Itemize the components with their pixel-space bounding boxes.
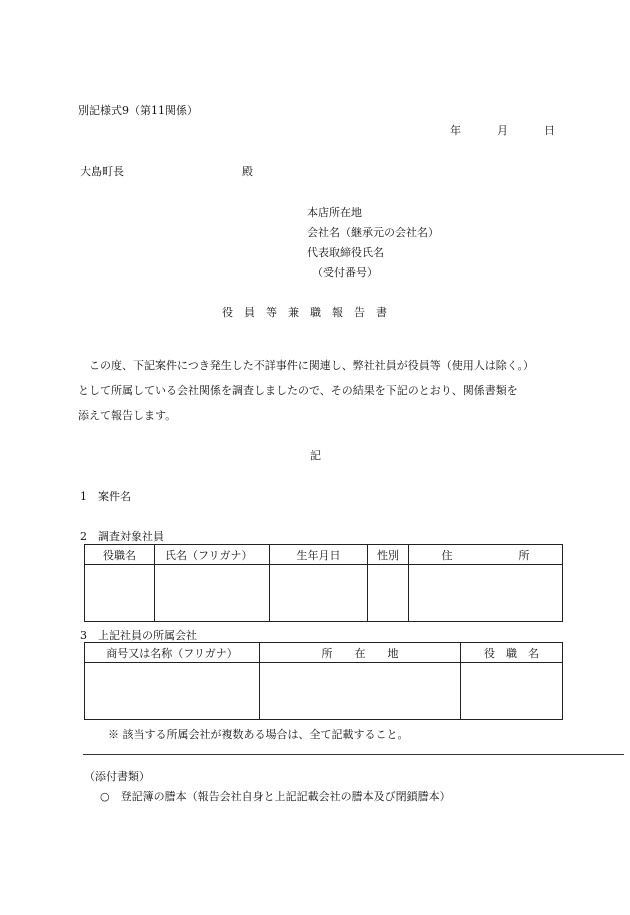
sender-company: 会社名（継承元の会社名） xyxy=(307,226,439,239)
cell-role[interactable] xyxy=(461,663,563,720)
section-1-label: 1 案件名 xyxy=(80,490,131,503)
section-2-label: 2 調査対象社員 xyxy=(80,530,164,543)
document-title: 役 員 等 兼 職 報 告 書 xyxy=(222,306,387,319)
date-day: 日 xyxy=(544,124,555,137)
body-line-2: として所属している会社関係を調査しましたので、その結果を下記のとおり、関係書類を xyxy=(78,384,518,397)
company-note: ※ 該当する所属会社が複数ある場合は、全て記載すること。 xyxy=(108,728,409,741)
header-address: 住 所 xyxy=(409,545,563,565)
cell-company-name[interactable] xyxy=(85,663,260,720)
sender-representative: 代表取締役氏名 xyxy=(307,246,384,259)
company-table xyxy=(84,642,563,720)
header-gender: 性別 xyxy=(368,545,409,565)
section-3-label: 3 上記社員の所属会社 xyxy=(80,629,197,642)
employee-table-header xyxy=(85,545,563,565)
attachments-item: ○ 登記簿の謄本（報告会社自身と上記記載会社の謄本及び閉鎖謄本） xyxy=(100,790,451,803)
divider xyxy=(83,754,624,755)
addressee-name: 大島町長 xyxy=(80,165,124,178)
cell-name[interactable] xyxy=(155,565,270,622)
cell-address[interactable] xyxy=(409,565,563,622)
ki-heading: 記 xyxy=(310,449,321,462)
cell-position[interactable] xyxy=(85,565,155,622)
header-location: 所 在 地 xyxy=(260,643,461,663)
company-table-row xyxy=(85,663,563,720)
company-table-header xyxy=(85,643,563,663)
header-position: 役職名 xyxy=(85,545,155,565)
sender-receipt-no: （受付番号） xyxy=(312,266,378,279)
header-company-name: 商号又は名称（フリガナ） xyxy=(85,643,260,663)
date-month: 月 xyxy=(497,124,508,137)
addressee-honorific: 殿 xyxy=(242,165,253,178)
employee-table xyxy=(84,544,563,622)
sender-address: 本店所在地 xyxy=(307,206,362,219)
cell-gender[interactable] xyxy=(368,565,409,622)
body-line-1: この度、下記案件につき発生した不詳事件に関連し、弊社社員が役員等（使用人は除く。） xyxy=(89,359,535,372)
header-birthdate: 生年月日 xyxy=(270,545,368,565)
employee-table-row xyxy=(85,565,563,622)
attachments-heading: （添付書類） xyxy=(84,770,150,783)
cell-location[interactable] xyxy=(260,663,461,720)
header-name: 氏名（フリガナ） xyxy=(155,545,270,565)
cell-birthdate[interactable] xyxy=(270,565,368,622)
body-line-3: 添えて報告します。 xyxy=(78,409,177,422)
date-year: 年 xyxy=(450,124,461,137)
header-role: 役 職 名 xyxy=(461,643,563,663)
form-number: 別記様式9（第11関係） xyxy=(78,104,198,117)
